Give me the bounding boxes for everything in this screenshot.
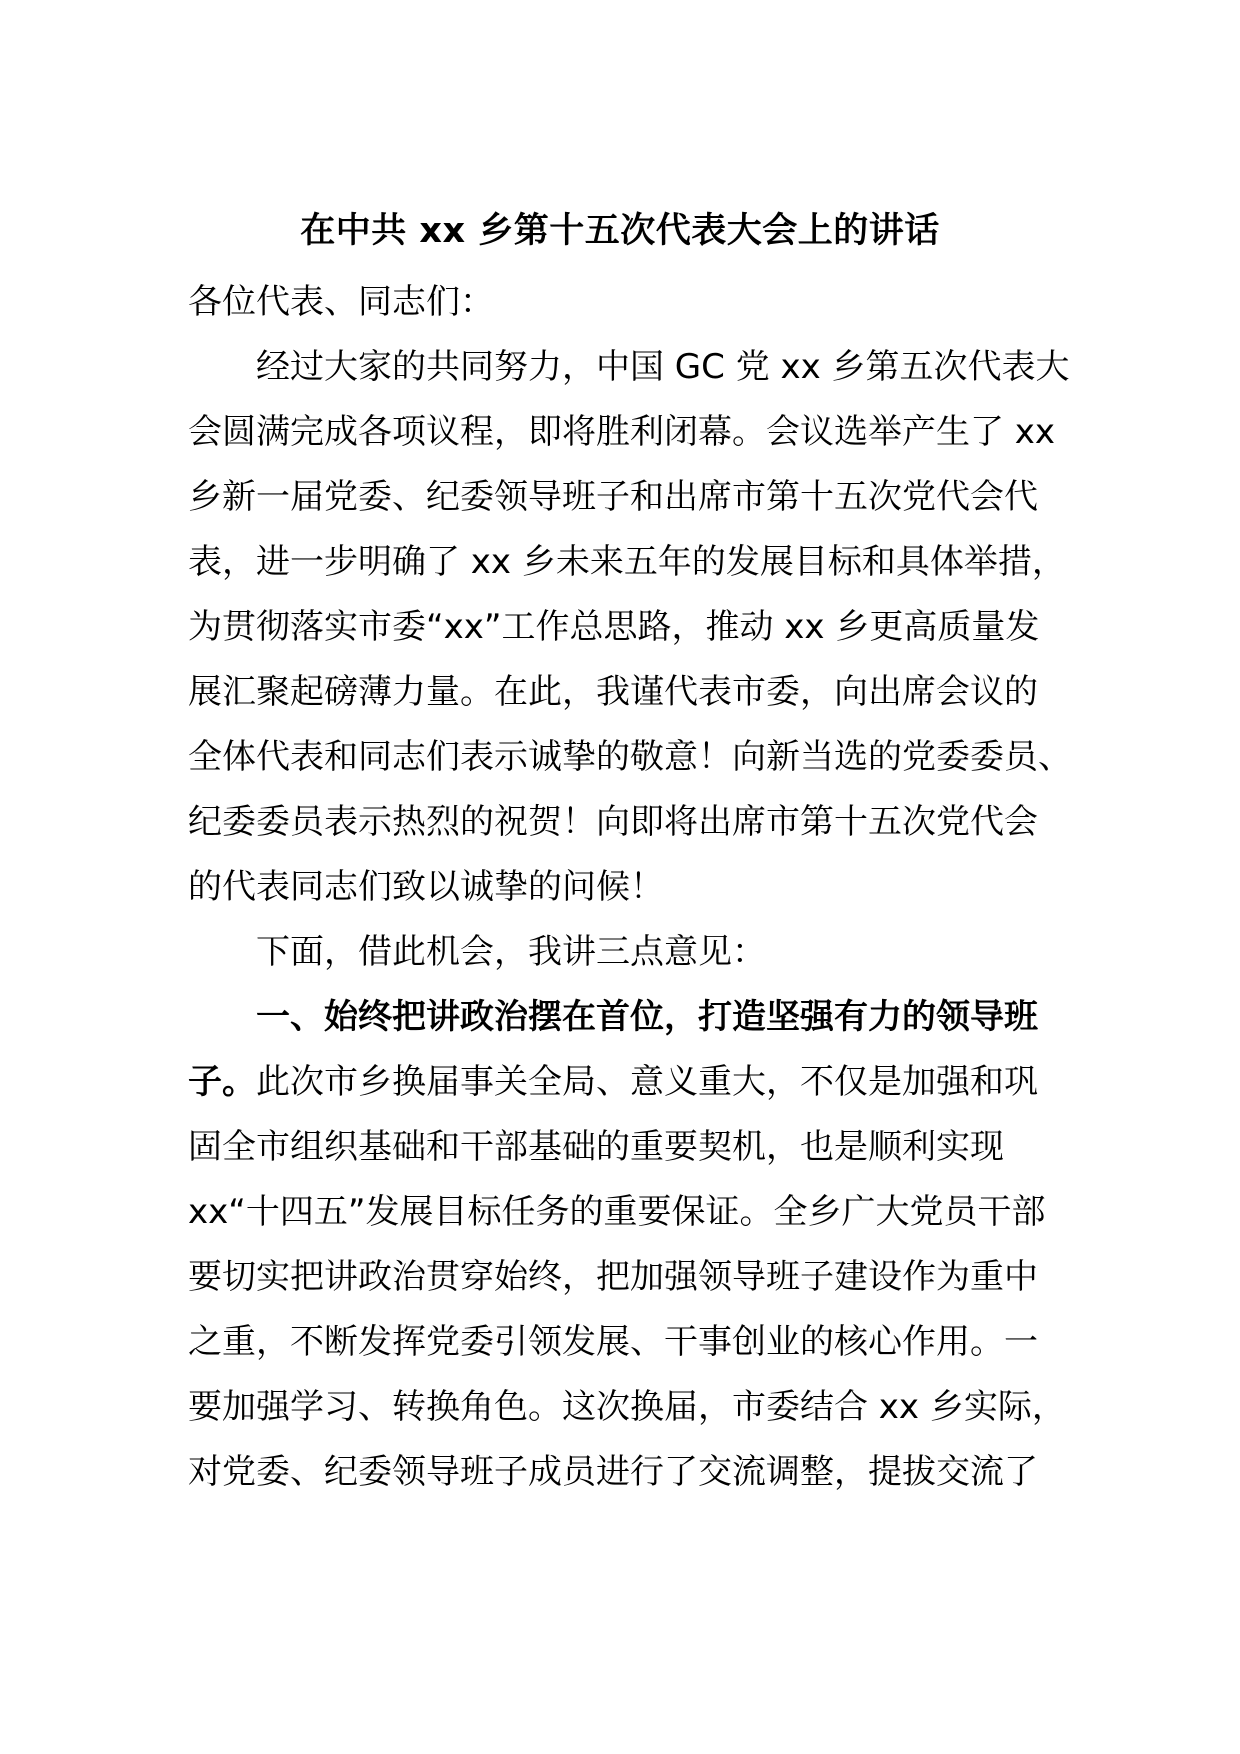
line-text: 全体代表和同志们表示诚挚的敬意！向新当选的党委委员、	[188, 737, 1072, 777]
line-text: 各位代表、同志们：	[188, 282, 494, 322]
line-text: 纪委委员表示热烈的祝贺！向即将出席市第十五次党代会	[188, 802, 1038, 842]
paragraph-line	[188, 790, 1058, 855]
paragraph-line	[188, 530, 1066, 595]
section-heading-line	[188, 985, 1058, 1050]
section-heading-tail: 子。	[188, 1062, 256, 1102]
paragraph-line	[188, 400, 1058, 465]
paragraph-line	[188, 855, 1058, 920]
line-text: 为贯彻落实市委“xx”工作总思路，推动 xx 乡更高质量发	[188, 607, 1040, 647]
paragraph-line	[188, 725, 1072, 790]
line-text: 会圆满完成各项议程，即将胜利闭幕。会议选举产生了 xx	[188, 412, 1056, 452]
paragraph-line	[188, 1050, 1058, 1115]
line-text: 乡新一届党委、纪委领导班子和出席市第十五次党代会代	[188, 477, 1038, 517]
paragraph-line	[188, 1115, 1058, 1180]
section-heading-text: 一、始终把讲政治摆在首位，打造坚强有力的领导班	[256, 997, 1038, 1037]
paragraph-line	[188, 1245, 1058, 1310]
line-text: 展汇聚起磅薄力量。在此，我谨代表市委，向出席会议的	[188, 672, 1038, 712]
document-body	[188, 270, 1072, 1505]
line-text: 的代表同志们致以诚挚的问候！	[188, 867, 664, 907]
paragraph-line	[188, 595, 1058, 660]
paragraph-line	[188, 660, 1058, 725]
line-text: 之重，不断发挥党委引领发展、干事创业的核心作用。一	[188, 1322, 1038, 1362]
paragraph-line	[188, 1375, 1066, 1440]
line-text: 固全市组织基础和干部基础的重要契机，也是顺利实现	[188, 1127, 1004, 1167]
paragraph-line	[188, 335, 1070, 400]
document-title: 在中共 xx 乡第十五次代表大会上的讲话	[300, 211, 940, 251]
line-text: 此次市乡换届事关全局、意义重大，不仅是加强和巩	[256, 1062, 1038, 1102]
line-text: 经过大家的共同努力，中国 GC 党 xx 乡第五次代表大	[256, 347, 1070, 387]
paragraph-line	[188, 1440, 1058, 1505]
line-text: 下面，借此机会，我讲三点意见：	[256, 932, 766, 972]
paragraph-line	[188, 1180, 1058, 1245]
line-text: 要切实把讲政治贯穿始终，把加强领导班子建设作为重中	[188, 1257, 1038, 1297]
line-text: 要加强学习、转换角色。这次换届，市委结合 xx 乡实际，	[188, 1387, 1066, 1427]
line-text: 表，进一步明确了 xx 乡未来五年的发展目标和具体举措，	[188, 542, 1066, 582]
paragraph-line	[188, 1310, 1058, 1375]
salutation-line	[188, 270, 1058, 335]
paragraph-line	[188, 920, 1058, 985]
paragraph-line	[188, 465, 1058, 530]
line-text: xx“十四五”发展目标任务的重要保证。全乡广大党员干部	[188, 1192, 1046, 1232]
line-text: 对党委、纪委领导班子成员进行了交流调整，提拔交流了	[188, 1452, 1038, 1492]
